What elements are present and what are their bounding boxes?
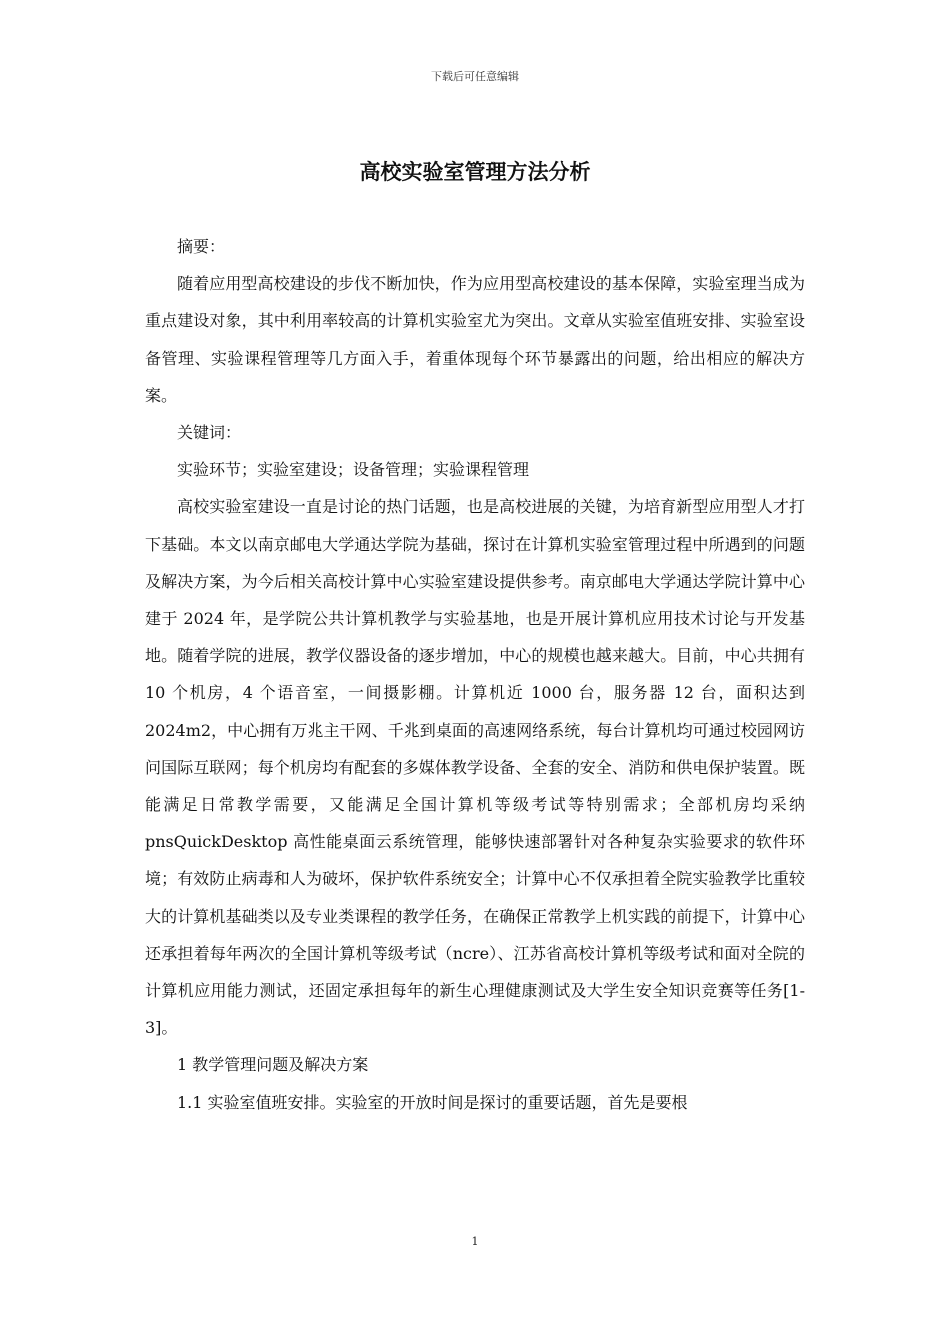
page-header: 下载后可任意编辑 [431,70,519,83]
document-body [145,228,805,1121]
abstract-paragraph: 随着应用型高校建设的步伐不断加快，作为应用型高校建设的基本保障，实验室理当成为重点建设对象，其中利用率较高的计算机实验室尤为突出。文章从实验室值班安排、实验室设备管理、实验课程管理等几方面入手，着重体现每个环节暴露出的问题，给出相应的解决方案。 [145,274,805,405]
page-number: 1 [471,1235,479,1248]
abstract-heading: 摘要： [177,237,226,256]
intro-paragraph: 高校实验室建设一直是讨论的热门话题，也是高校进展的关键，为培育新型应用型人才打下基础。本文以南京邮电大学通达学院为基础，探讨在计算机实验室管理过程中所遇到的问题及解决方案，为今后相关高校计算中心实验室建设提供参考。南京邮电大学通达学院计算中心建于 2024 年，是学院公共计算机教学与实验基地，也是开展计算机应用技术讨论与开发基地。随着学院的进展，教学仪器设备的逐步增加，中心的规模也越来越大。目前，中心共拥有 10 个机房，4 个语音室，一间摄影棚。计算机近 1000 台，服务器 12 台，面积达到 2024m2，中心拥有万兆主干网、千兆到桌面的高速网络系统，每台计算机均可通过校园网访问国际互联网；每个机房均有配套的多媒体教学设备、全套的安全、消防和供电保护装置。既能满足日常教学需要，又能满足全国计算机等级考试等特别需求；全部机房均采纳 pnsQuickDesktop 高性能桌面云系统管理，能够快速部署针对各种复杂实验要求的软件环境；有效防止病毒和人为破坏，保护软件系统安全；计算中心不仅承担着全院实验教学比重较大的计算机基础类以及专业类课程的教学任务，在确保正常教学上机实践的前提下，计算中心还承担着每年两次的全国计算机等级考试（ncre）、江苏省高校计算机等级考试和面对全院的计算机应用能力测试，还固定承担每年的新生心理健康测试及大学生安全知识竞赛等任务[1-3]。 [145,497,805,1038]
keywords-paragraph: 实验环节；实验室建设；设备管理；实验课程管理 [177,460,530,480]
document-title: 高校实验室管理方法分析 [359,159,591,184]
section-paragraph: 1.1 实验室值班安排。实验室的开放时间是探讨的重要话题，首先是要根 [177,1092,688,1112]
keywords-heading: 关键词： [177,423,242,443]
section-heading: 1 教学管理问题及解决方案 [177,1055,369,1075]
